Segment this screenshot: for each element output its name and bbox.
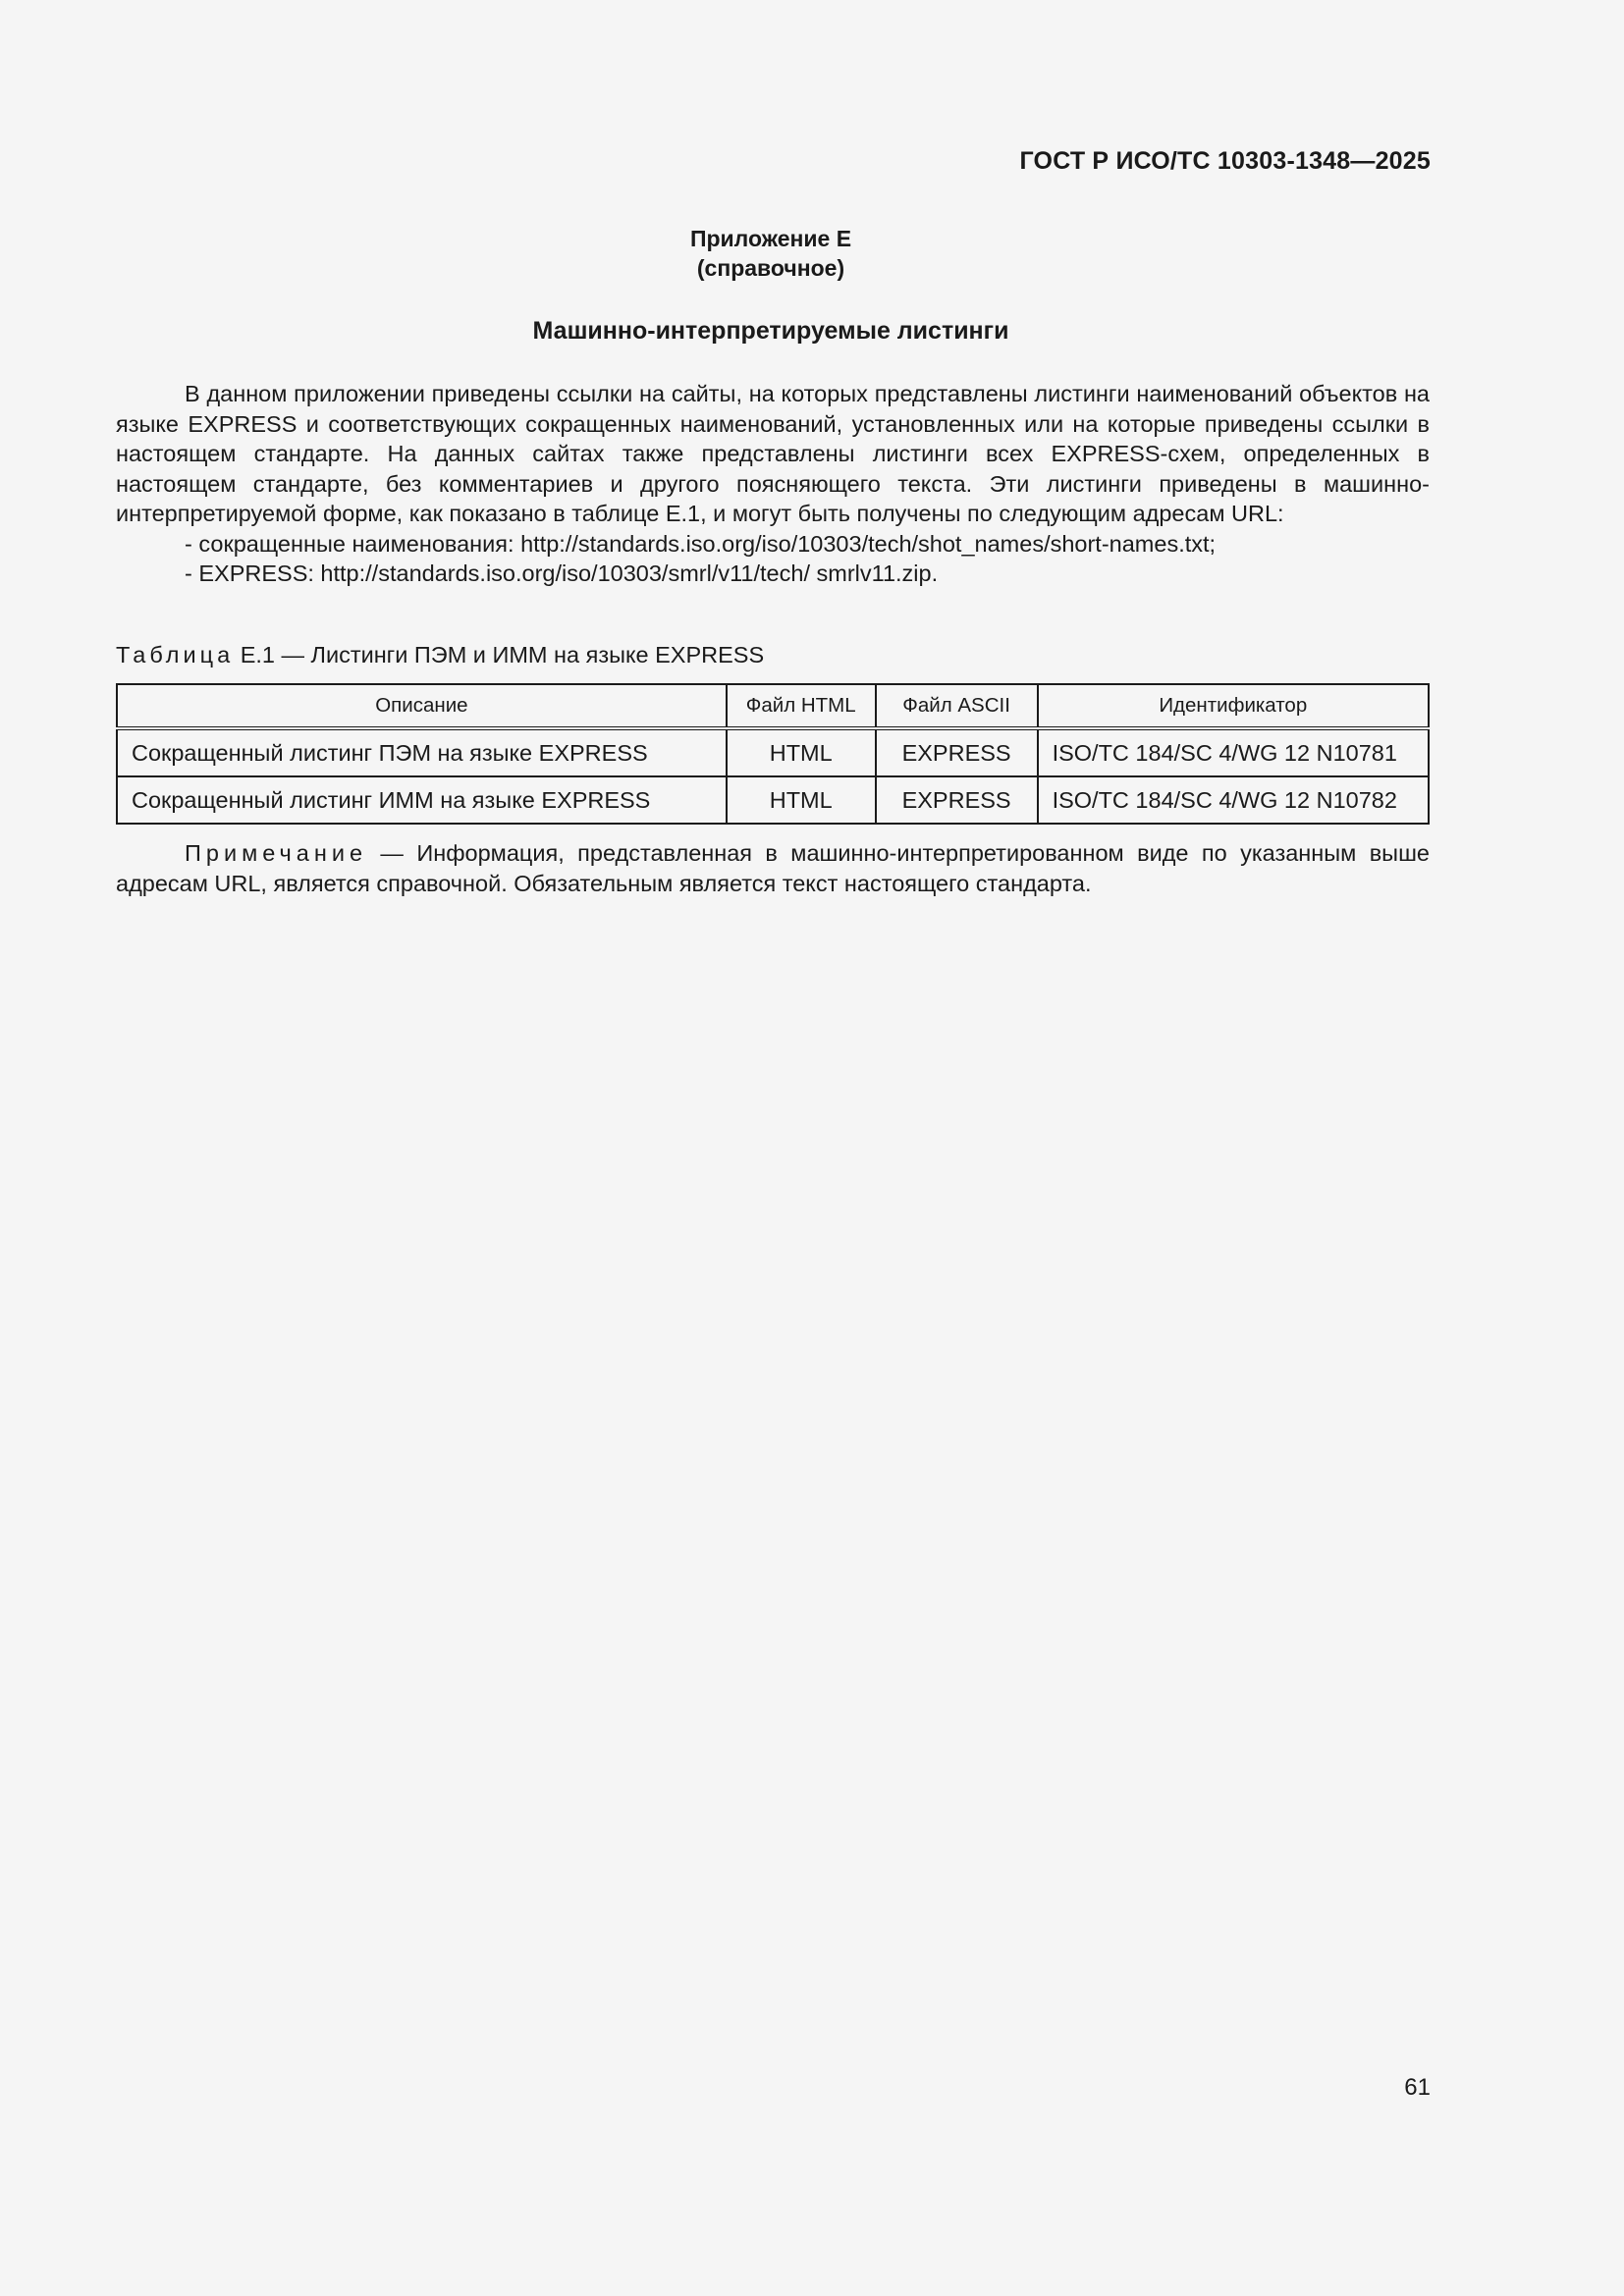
annex-heading xyxy=(0,224,1542,283)
body-text xyxy=(116,379,1430,589)
table-header-row xyxy=(117,684,1429,728)
header-description: Описание xyxy=(117,684,727,728)
listings-table xyxy=(116,683,1430,825)
row-identifier: ISO/TC 184/SC 4/WG 12 N10781 xyxy=(1038,728,1429,776)
row-html-file: HTML xyxy=(727,776,876,824)
short-names-url-line: - сокращенные наименования: http://standards.iso.org/iso/10303/tech/shot_names/short-names.txt; xyxy=(185,530,1217,557)
header-ascii-file: Файл ASCII xyxy=(876,684,1038,728)
page-number: 61 xyxy=(1404,2074,1431,2101)
note xyxy=(116,838,1430,899)
header-identifier: Идентификатор xyxy=(1038,684,1429,728)
row-ascii-file: EXPRESS xyxy=(876,776,1038,824)
table-caption-text: Е.1 — Листинги ПЭМ и ИММ на языке EXPRESS xyxy=(240,642,765,667)
header-html-file: Файл HTML xyxy=(727,684,876,728)
note-paragraph xyxy=(116,838,1430,899)
express-url-line: - EXPRESS: http://standards.iso.org/iso/10303/smrl/v11/tech/ smrlv11.zip. xyxy=(185,561,939,586)
section-title: Машинно-интерпретируемые листинги xyxy=(532,317,1009,345)
row-description: Сокращенный листинг ПЭМ на языке EXPRESS xyxy=(117,728,727,776)
table-row xyxy=(117,776,1429,824)
table-row xyxy=(117,728,1429,776)
row-ascii-file: EXPRESS xyxy=(876,728,1038,776)
row-description: Сокращенный листинг ИММ на языке EXPRESS xyxy=(117,776,727,824)
row-identifier: ISO/TC 184/SC 4/WG 12 N10782 xyxy=(1038,776,1429,824)
note-label: Примечание xyxy=(185,840,368,866)
annex-subtitle: (справочное) xyxy=(696,255,845,281)
document-code: ГОСТ Р ИСО/ТС 10303-1348—2025 xyxy=(1019,147,1431,175)
note-text: — Информация, представленная в машинно-интерпретированном виде по указанным выше адресам URL, является справочной. Обязательным является текст настоящего стандарта. xyxy=(116,840,1430,896)
table-caption xyxy=(116,642,764,668)
intro-paragraph: В данном приложении приведены ссылки на сайты, на которых представлены листинги наименований объектов на языке EXPRESS и соответствующих сокращенных наименований, установленных или на которые приведены ссылки в настоящем стандарте. На данных сайтах также представлены листинги всех EXPRESS-схем, определенных в настоящем стандарте, без комментариев и другого поясняющего текста. Эти листинги приведены в машинно-интерпретируемой форме, как показано в таблице Е.1, и могут быть получены по следующим адресам URL: xyxy=(116,381,1430,526)
table-caption-label: Таблица xyxy=(116,642,235,667)
row-html-file: HTML xyxy=(727,728,876,776)
annex-title: Приложение Е xyxy=(689,226,852,251)
